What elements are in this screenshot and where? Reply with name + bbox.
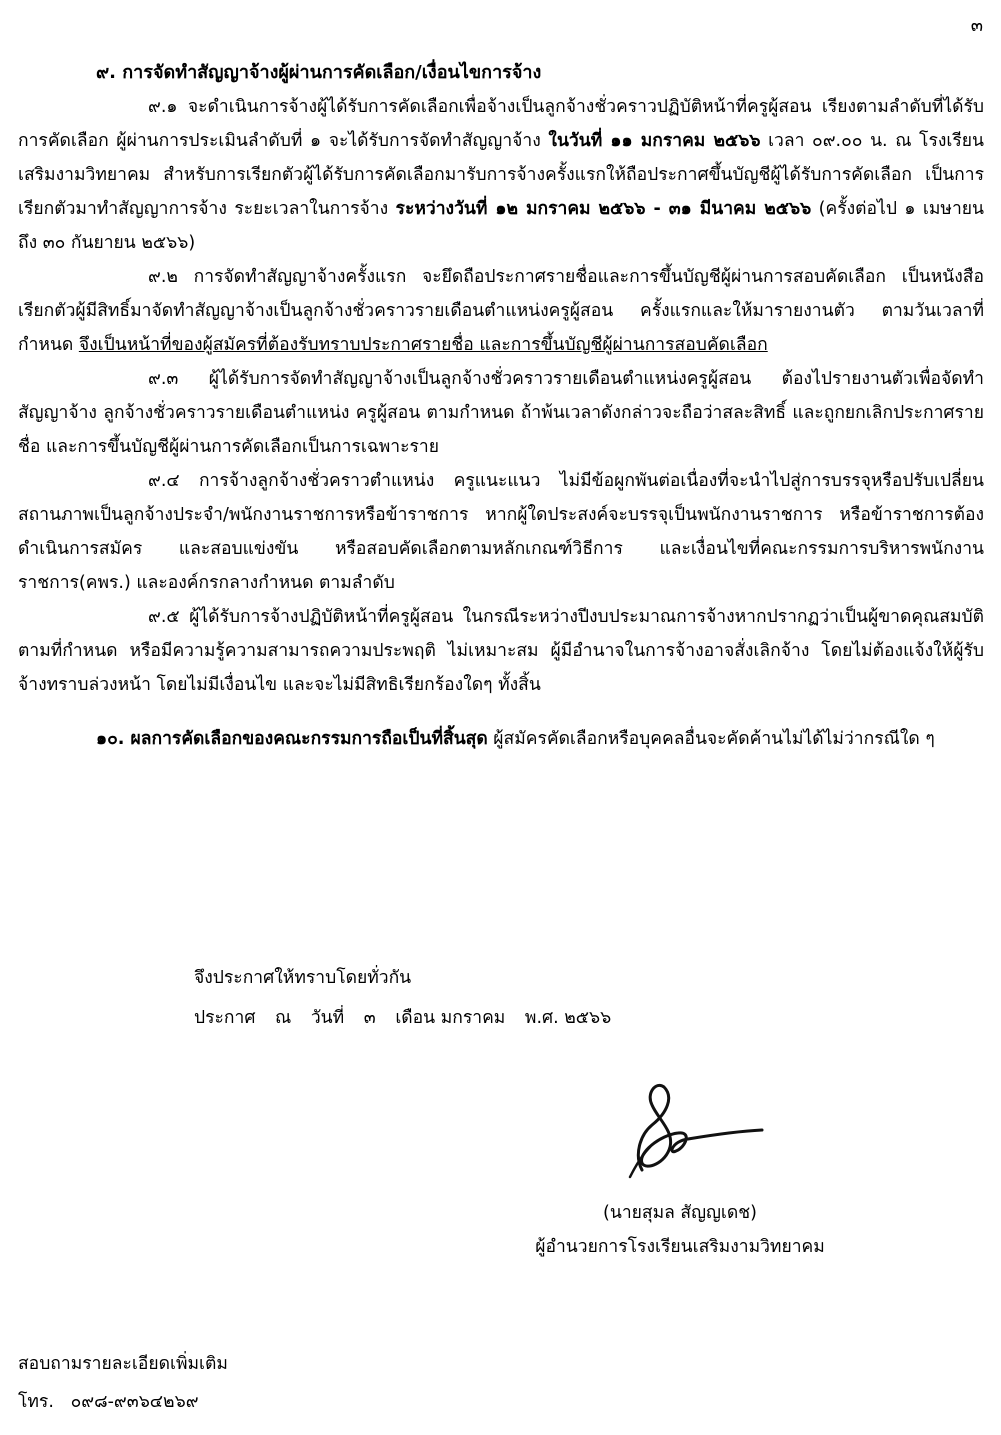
- page-number: ๓: [970, 15, 983, 36]
- signer-block: [500, 1196, 860, 1264]
- section-9-heading: ๙. การจัดทำสัญญาจ้างผู้ผ่านการคัดเลือก/เงื่อนไขการจ้าง: [96, 62, 542, 83]
- clause-9-3: ๙.๓ ผู้ได้รับการจัดทำสัญญาจ้างเป็นลูกจ้างชั่วคราวรายเดือนตำแหน่งครูผู้สอน ต้องไปรายงานตัวเพื่อจัดทำสัญญาจ้าง ลูกจ้างชั่วคราวรายเดือนตำแหน่ง ครูผู้สอน ตามกำหนด ถ้าพ้นเวลาดังกล่าวจะถือว่าสละสิทธิ์ และถูกยกเลิกประกาศรายชื่อ และการขึ้นบัญชีผู้ผ่านการคัดเลือกเป็นการเฉพาะราย: [18, 369, 984, 457]
- contact-label: สอบถามรายละเอียดเพิ่มเติม: [18, 1354, 228, 1374]
- contract-date: ในวันที่ ๑๑ มกราคม ๒๕๖๖: [548, 131, 761, 151]
- underlined-notice: จึงเป็นหน้าที่ของผู้สมัครที่ต้องรับทราบประกาศรายชื่อ และการขึ้นบัญชีผู้ผ่านการสอบคัดเลือก: [78, 335, 768, 355]
- announcement-line: จึงประกาศให้ทราบโดยทั่วกัน: [194, 968, 412, 988]
- announcement-block: [194, 958, 611, 1038]
- section-10-heading: ๑๐. ผลการคัดเลือกของคณะกรรมการถือเป็นที่สิ้นสุด: [96, 729, 488, 749]
- signer-title: ผู้อำนวยการโรงเรียนเสริมงามวิทยาคม: [535, 1237, 825, 1257]
- clause-9-4: ๙.๔ การจ้างลูกจ้างชั่วคราวตำแหน่ง ครูแนะแนว ไม่มีข้อผูกพันต่อเนื่องที่จะนำไปสู่การบรรจุหรือปรับเปลี่ยนสถานภาพเป็นลูกจ้างประจำ/พนักงานราชการหรือข้าราชการ หากผู้ใดประสงค์จะบรรจุเป็นพนักงานราชการ หรือข้าราชการต้องดำเนินการสมัคร และสอบแข่งขัน หรือสอบคัดเลือกตามหลักเกณฑ์วิธีการ และเงื่อนไขที่คณะกรรมการบริหารพนักงานราชการ(คพร.) และองค์กรกลางกำหนด ตามลำดับ: [18, 471, 984, 593]
- section-10: ๑๐. ผลการคัดเลือกของคณะกรรมการถือเป็นที่สิ้นสุด ผู้สมัครคัดเลือกหรือบุคคลอื่นจะคัดค้านไม่ได้ไม่ว่ากรณีใด ๆ: [96, 729, 935, 749]
- announcement-date: ประกาศ ณ วันที่ ๓ เดือน มกราคม พ.ศ. ๒๕๖๖: [194, 1008, 612, 1028]
- signer-name: (นายสุมล สัญญเดช): [603, 1203, 757, 1223]
- contact-block: [18, 1345, 228, 1421]
- contact-phone: โทร. ๐๙๘-๙๓๖๔๒๖๙: [18, 1392, 199, 1412]
- document-body: [18, 56, 984, 756]
- clause-9-1: ๙.๑ จะดำเนินการจ้างผู้ได้รับการคัดเลือกเพื่อจ้างเป็นลูกจ้างชั่วคราวปฏิบัติหน้าที่ครูผู้สอน เรียงตามลำดับที่ได้รับการคัดเลือก ผู้ผ่านการประเมินลำดับที่ ๑ จะได้รับการจัดทำสัญญาจ้าง ในวันที่ ๑๑ มกราคม ๒๕๖๖ เวลา ๐๙.๐๐ น. ณ โรงเรียนเสริมงามวิทยาคม สำหรับการเรียกตัวผู้ได้รับการคัดเลือกมารับการจ้างครั้งแรกให้ถือประกาศขึ้นบัญชีผู้ได้รับการคัดเลือก เป็นการเรียกตัวมาทำสัญญาการจ้าง ระยะเวลาในการจ้าง ระหว่างวันที่ ๑๒ มกราคม ๒๕๖๖ - ๓๑ มีนาคม ๒๕๖๖ (ครั้งต่อไป ๑ เมษายน ถึง ๓๐ กันยายน ๒๕๖๖): [18, 97, 984, 253]
- clause-9-2: ๙.๒ การจัดทำสัญญาจ้างครั้งแรก จะยึดถือประกาศรายชื่อและการขึ้นบัญชีผู้ผ่านการสอบคัดเลือก เป็นหนังสือ เรียกตัวผู้มีสิทธิ์มาจัดทำสัญญาจ้างเป็นลูกจ้างชั่วคราวรายเดือนตำแหน่งครูผู้สอน ครั้งแรกและให้มารายงานตัว ตามวันเวลาที่กำหนด จึงเป็นหน้าที่ของผู้สมัครที่ต้องรับทราบประกาศรายชื่อ และการขึ้นบัญชีผู้ผ่านการสอบคัดเลือก: [18, 267, 984, 355]
- signature-image: [612, 1075, 772, 1185]
- clause-9-5: ๙.๕ ผู้ได้รับการจ้างปฏิบัติหน้าที่ครูผู้สอน ในกรณีระหว่างปีงบประมาณการจ้างหากปรากฏว่าเป็นผู้ขาดคุณสมบัติตามที่กำหนด หรือมีความรู้ความสามารถความประพฤติ ไม่เหมาะสม ผู้มีอำนาจในการจ้างอาจสั่งเลิกจ้าง โดยไม่ต้องแจ้งให้ผู้รับจ้างทราบล่วงหน้า โดยไม่มีเงื่อนไข และจะไม่มีสิทธิเรียกร้องใดๆ ทั้งสิ้น: [18, 607, 984, 695]
- employment-period: ระหว่างวันที่ ๑๒ มกราคม ๒๕๖๖ - ๓๑ มีนาคม ๒๕๖๖: [395, 199, 812, 219]
